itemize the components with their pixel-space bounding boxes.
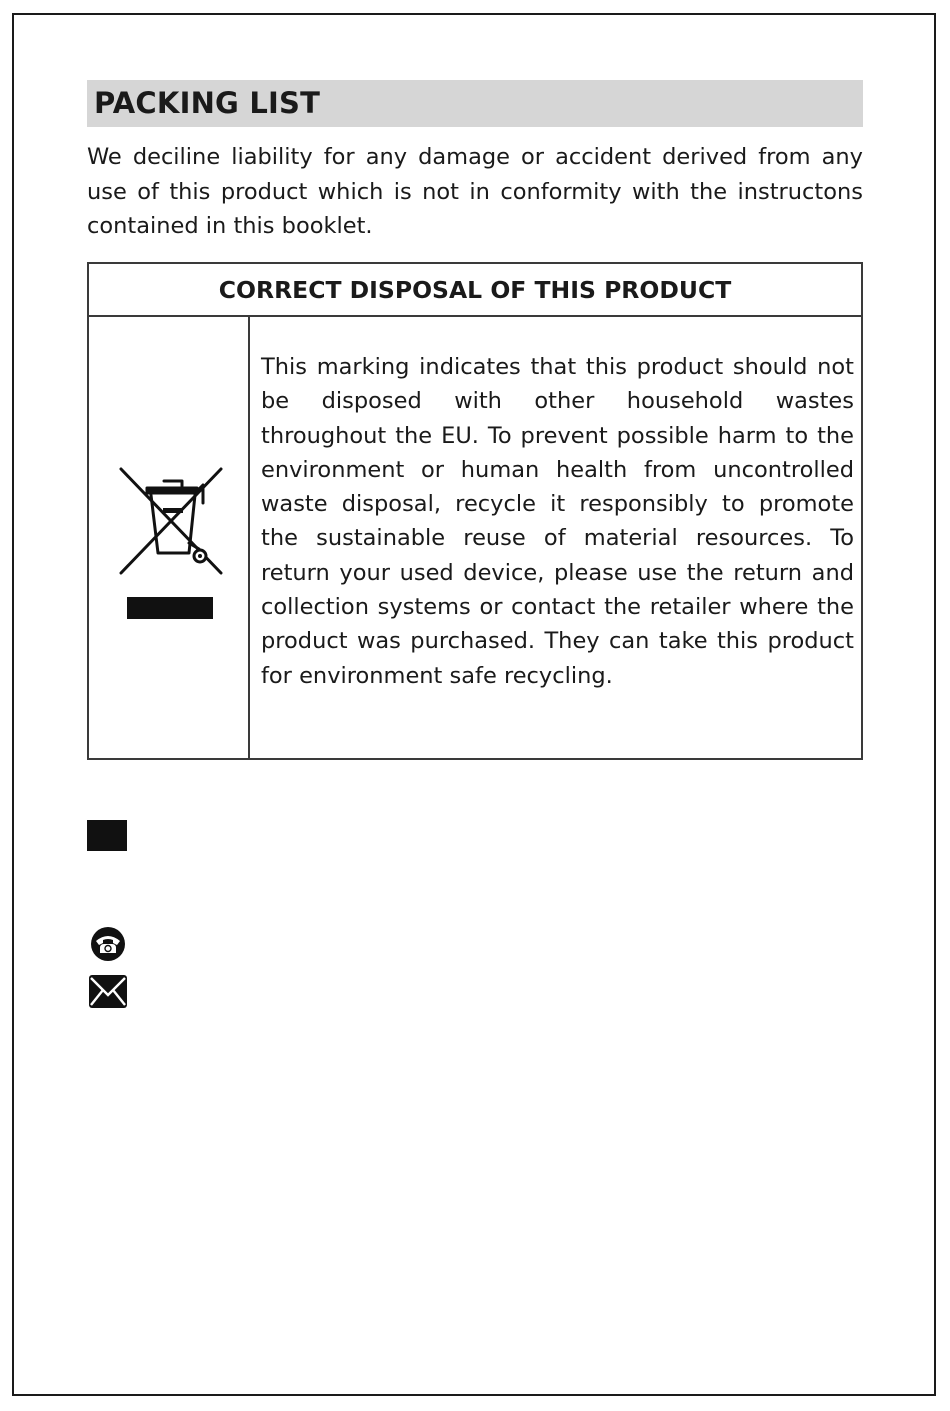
disposal-header: CORRECT DISPOSAL OF THIS PRODUCT	[89, 264, 861, 317]
weee-underline-bar	[127, 597, 213, 619]
disposal-description: This marking indicates that this product should not be disposed with other household wastes throughout the EU. To prevent possible harm to the environment or human health from uncontrolled waste disposal, recycle it responsibly to promote the sustainable reuse of material resources. To return your used device, please use the return and collection systems or contact the retailer where the product was purchased. They can take this product for environment safe recycling.	[261, 354, 854, 689]
liability-disclaimer: We deciline liability for any damage or accident derived from any use of this product which is not in conformity with the instructons contained in this booklet.	[87, 144, 863, 239]
envelope-icon	[89, 975, 127, 1008]
disposal-box	[87, 262, 863, 760]
black-square-marker	[87, 820, 127, 851]
telephone-icon	[89, 926, 127, 962]
crossed-out-wheelie-bin-icon	[117, 465, 227, 577]
section-title-bar	[87, 80, 863, 127]
disposal-icon-cell	[89, 317, 250, 758]
section-title: PACKING LIST	[94, 86, 321, 120]
